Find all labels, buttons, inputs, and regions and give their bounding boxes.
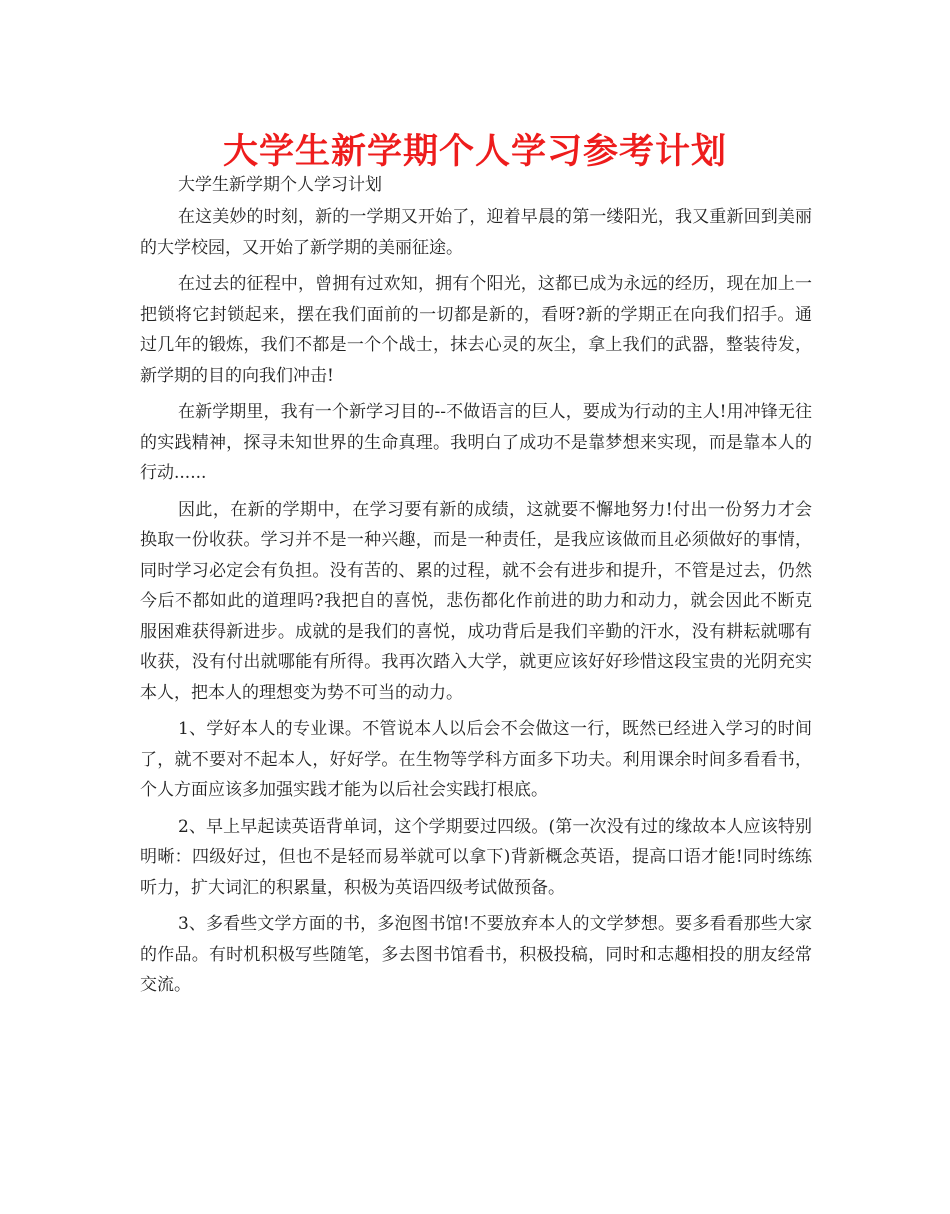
paragraph-intro: 在这美妙的时刻，新的一学期又开始了，迎着早晨的第一缕阳光，我又重新回到美丽的大学校园，又开始了新学期的美丽征途。	[140, 207, 812, 258]
document-subtitle: 大学生新学期个人学习计划	[178, 175, 382, 195]
paragraph-plan-2: 2、早上早起读英语背单词，这个学期要过四级。(第一次没有过的缘故本人应该特别明晰：四级好过，但也不是轻而易举就可以拿下)背新概念英语，提高口语才能!同时练练听力，扩大词汇的积累量，积极为英语四级考试做预备。	[140, 816, 812, 898]
paragraph-plan-3: 3、多看些文学方面的书，多泡图书馆!不要放弃本人的文学梦想。要多看看那些大家的作品。有时机积极写些随笔，多去图书馆看书，积极投稿，同时和志趣相投的朋友经常交流。	[140, 914, 812, 995]
paragraph-past: 在过去的征程中，曾拥有过欢知，拥有个阳光，这都已成为永远的经历，现在加上一把锁将它封锁起来，摆在我们面前的一切都是新的，看呀?新的学期正在向我们招手。通过几年的锻炼，我们不都是一个个战士，抹去心灵的灰尘，拿上我们的武器，整装待发，新学期的目的向我们冲击!	[140, 274, 812, 386]
document-title: 大学生新学期个人学习参考计划	[222, 132, 727, 172]
paragraph-effort: 因此，在新的学期中，在学习要有新的成绩，这就要不懈地努力!付出一份努力才会换取一份收获。学习并不是一种兴趣，而是一种责任，是我应该做而且必须做好的事情，同时学习必定会有负担。没有苦的、累的过程，就不会有进步和提升，不管是过去，仍然今后不都如此的道理吗?我把自的喜悦，悲伤都化作前进的助力和动力，就会因此不断克服困难获得新进步。成就的是我们的喜悦，成功背后是我们辛勤的汗水，没有耕耘就哪有收获，没有付出就哪能有所得。我再次踏入大学，就更应该好好珍惜这段宝贵的光阴充实本人，把本人的理想变为势不可当的动力。	[140, 499, 812, 703]
document-body	[140, 202, 812, 1007]
paragraph-goal: 在新学期里，我有一个新学习目的--不做语言的巨人，要成为行动的主人!用冲锋无往的实践精神，探寻未知世界的生命真理。我明白了成功不是靠梦想来实现，而是靠本人的行动......	[140, 402, 812, 483]
paragraph-plan-1: 1、学好本人的专业课。不管说本人以后会不会做这一行，既然已经进入学习的时间了，就不要对不起本人，好好学。在生物等学科方面多下功夫。利用课余时间多看看书，个人方面应该多加强实践才能为以后社会实践打根底。	[140, 719, 812, 800]
